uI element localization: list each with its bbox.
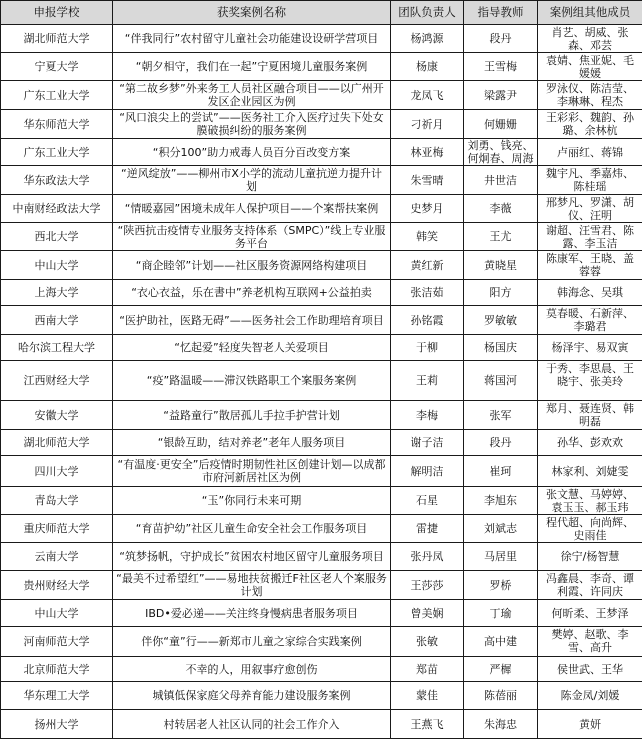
- cell-school: 宁夏大学: [1, 53, 113, 81]
- cell-case-name: “商企睦邻”计划——社区服务资源网络构建项目: [113, 251, 391, 280]
- cell-advisor: 阳方: [464, 280, 538, 306]
- cell-school: 四川大学: [1, 456, 113, 487]
- cell-leader: 王燕飞: [391, 710, 464, 739]
- cell-advisor: 井世洁: [464, 166, 538, 195]
- cell-case-name: “衣心衣益，乐在書中”养老机构互联网+公益拍卖: [113, 280, 391, 306]
- cell-leader: 孙铭霞: [391, 306, 464, 335]
- table-row: [1, 600, 642, 627]
- cell-leader: 张敏: [391, 627, 464, 657]
- cell-school: 云南大学: [1, 543, 113, 571]
- cell-advisor: 罗敏敏: [464, 306, 538, 335]
- cell-case-name: “逆风绽放”——柳州市X小学的流动儿童抗逆力提升计划: [113, 166, 391, 195]
- cell-school: 湖北师范大学: [1, 25, 113, 53]
- table-row: [1, 682, 642, 710]
- cell-school: 中山大学: [1, 600, 113, 627]
- table-row: [1, 139, 642, 166]
- cell-school: 北京师范大学: [1, 657, 113, 682]
- table-row: [1, 25, 642, 53]
- cell-case-name: 伴你“童”行——新郑市儿童之家综合实践案例: [113, 627, 391, 657]
- cell-case-name: “玉”你同行未来可期: [113, 487, 391, 515]
- cell-case-name: “伴我同行”农村留守儿童社会功能建设设研学营项目: [113, 25, 391, 53]
- cell-members: 何昕柔、王梦泽: [538, 600, 642, 627]
- cell-leader: 于柳: [391, 335, 464, 361]
- cell-case-name: “育苗护幼”社区儿童生命安全社会工作服务项目: [113, 515, 391, 543]
- table-row: [1, 166, 642, 195]
- cell-case-name: 城镇低保家庭父母养育能力建设服务案例: [113, 682, 391, 710]
- cell-advisor: 严樨: [464, 657, 538, 682]
- cell-case-name: “情暖嘉园”困境未成年人保护项目——个案帮扶案例: [113, 195, 391, 223]
- cell-school: 安徽大学: [1, 401, 113, 430]
- cell-case-name: “筑梦扬帆，守护成长”贫困农村地区留守儿童服务项目: [113, 543, 391, 571]
- cell-case-name: “银龄互助，结对养老”老年人服务项目: [113, 430, 391, 456]
- cell-leader: 刁祈月: [391, 110, 464, 139]
- table-row: [1, 515, 642, 543]
- table-body: [1, 25, 642, 739]
- table-row: [1, 456, 642, 487]
- cell-advisor: 王雪梅: [464, 53, 538, 81]
- cell-case-name: “医护助社，医路无碍”——医务社会工作助理培育项目: [113, 306, 391, 335]
- cell-members: 张文慧、马婷婷、袁玉玉、郝玉玮: [538, 487, 642, 515]
- table-row: [1, 401, 642, 430]
- cell-school: 湖北师范大学: [1, 430, 113, 456]
- cell-leader: 王莎莎: [391, 571, 464, 600]
- table-row: [1, 335, 642, 361]
- cell-advisor: 罗桥: [464, 571, 538, 600]
- cell-case-name: “陕西抗击疫情专业服务支持体系（SMPC）”线上专业服务平台: [113, 223, 391, 251]
- table-row: [1, 361, 642, 401]
- cell-members: 黄妍: [538, 710, 642, 739]
- cell-advisor: 段丹: [464, 430, 538, 456]
- cell-leader: 王莉: [391, 361, 464, 401]
- cell-school: 中南财经政法大学: [1, 195, 113, 223]
- cell-school: 重庆师范大学: [1, 515, 113, 543]
- cell-leader: 李梅: [391, 401, 464, 430]
- cell-members: 袁婧、焦亚妮、毛媛媛: [538, 53, 642, 81]
- cell-members: 孙华、彭欢欢: [538, 430, 642, 456]
- cell-advisor: 何姗姗: [464, 110, 538, 139]
- table-row: [1, 110, 642, 139]
- cell-members: 冯鑫晨、李奇、谭利霞、许同庆: [538, 571, 642, 600]
- header-advisor: 指导教师: [464, 1, 538, 25]
- cell-school: 中山大学: [1, 251, 113, 280]
- table-row: [1, 53, 642, 81]
- table-row: [1, 223, 642, 251]
- cell-members: 陈金凤/刘媛: [538, 682, 642, 710]
- cell-advisor: 刘勇、钱亮、何炯春、周海: [464, 139, 538, 166]
- cell-advisor: 陈蓓丽: [464, 682, 538, 710]
- cell-school: 哈尔滨工程大学: [1, 335, 113, 361]
- cell-members: 肖艺、胡威、张森、邓芸: [538, 25, 642, 53]
- table-row: [1, 430, 642, 456]
- cell-case-name: 村转居老人社区认同的社会工作介入: [113, 710, 391, 739]
- cell-school: 华东师范大学: [1, 110, 113, 139]
- cell-leader: 杨康: [391, 53, 464, 81]
- cell-leader: 韩笑: [391, 223, 464, 251]
- cell-members: 韩海念、吴琪: [538, 280, 642, 306]
- cell-advisor: 梁露尹: [464, 81, 538, 110]
- cell-advisor: 张军: [464, 401, 538, 430]
- cell-leader: 黄红新: [391, 251, 464, 280]
- cell-leader: 解明洁: [391, 456, 464, 487]
- header-case-name: 获奖案例名称: [113, 1, 391, 25]
- cell-leader: 蒙佳: [391, 682, 464, 710]
- cell-members: 罗泳仪、陈洁莹、李琳琳、程杰: [538, 81, 642, 110]
- cell-case-name: “积分100”助力戒毒人员百分百改变方案: [113, 139, 391, 166]
- table-row: [1, 487, 642, 515]
- cell-advisor: 高中建: [464, 627, 538, 657]
- cell-advisor: 黄晓星: [464, 251, 538, 280]
- cell-case-name: “第二故乡梦”外来务工人员社区融合项目——以广州开发区企业园区为例: [113, 81, 391, 110]
- cell-school: 西南大学: [1, 306, 113, 335]
- cell-advisor: 蒋国河: [464, 361, 538, 401]
- cell-advisor: 王尤: [464, 223, 538, 251]
- table-row: [1, 627, 642, 657]
- cell-leader: 谢子洁: [391, 430, 464, 456]
- cell-members: 魏宇凡、季嘉炜、陈桂瑶: [538, 166, 642, 195]
- table-row: [1, 81, 642, 110]
- cell-advisor: 丁瑜: [464, 600, 538, 627]
- table-row: [1, 306, 642, 335]
- cell-advisor: 段丹: [464, 25, 538, 53]
- cell-members: 侯世武、王华: [538, 657, 642, 682]
- cell-school: 河南师范大学: [1, 627, 113, 657]
- cell-school: 贵州财经大学: [1, 571, 113, 600]
- table-row: [1, 280, 642, 306]
- cell-school: 广东工业大学: [1, 139, 113, 166]
- cell-members: 徐宁/杨智慧: [538, 543, 642, 571]
- cell-leader: 龙凤飞: [391, 81, 464, 110]
- table-row: [1, 657, 642, 682]
- cell-leader: 郑苗: [391, 657, 464, 682]
- cell-case-name: IBD•爱必递——关注终身慢病患者服务项目: [113, 600, 391, 627]
- cell-members: 郑月、聂连贤、韩明磊: [538, 401, 642, 430]
- cell-case-name: “风口浪尖上的尝试”——医务社工介入医疗过失下处女膜破损纠纷的服务案例: [113, 110, 391, 139]
- cell-leader: 雷捷: [391, 515, 464, 543]
- table-row: [1, 543, 642, 571]
- cell-school: 华东理工大学: [1, 682, 113, 710]
- table-row: [1, 251, 642, 280]
- cell-members: 邢梦凡、罗潇、胡仪、汪明: [538, 195, 642, 223]
- cell-school: 西北大学: [1, 223, 113, 251]
- cell-advisor: 李旭东: [464, 487, 538, 515]
- cell-advisor: 刘斌志: [464, 515, 538, 543]
- cell-school: 华东政法大学: [1, 166, 113, 195]
- cell-leader: 石星: [391, 487, 464, 515]
- cell-leader: 曾美娴: [391, 600, 464, 627]
- cell-members: 樊婷、赵歌、李雪、高升: [538, 627, 642, 657]
- cell-case-name: “有温度·更安全”后疫情时期韧性社区创建计划—以成都市府河新居社区为例: [113, 456, 391, 487]
- cell-members: 于秀、李思晨、王晓宇、张美玲: [538, 361, 642, 401]
- cell-members: 陈康军、王晓、盖蓉蓉: [538, 251, 642, 280]
- cell-case-name: “朝夕相守，我们在一起”宁夏困境儿童服务案例: [113, 53, 391, 81]
- header-members: 案例组其他成员: [538, 1, 642, 25]
- cell-members: 杨泽宇、易双寅: [538, 335, 642, 361]
- cell-leader: 杨鸿源: [391, 25, 464, 53]
- cell-school: 广东工业大学: [1, 81, 113, 110]
- cell-case-name: “疫”路温暖——滞汉铁路职工个案服务案例: [113, 361, 391, 401]
- table-row: [1, 710, 642, 739]
- cell-school: 上海大学: [1, 280, 113, 306]
- cell-advisor: 杨国庆: [464, 335, 538, 361]
- cell-school: 江西财经大学: [1, 361, 113, 401]
- cell-advisor: 马居里: [464, 543, 538, 571]
- cell-case-name: “益路童行”散居孤儿手拉手护营计划: [113, 401, 391, 430]
- cell-advisor: 崔珂: [464, 456, 538, 487]
- cell-school: 扬州大学: [1, 710, 113, 739]
- cell-leader: 张洁茹: [391, 280, 464, 306]
- cell-members: 卢丽红、蒋锦: [538, 139, 642, 166]
- table-header-row: [1, 1, 642, 25]
- cell-leader: 朱雪晴: [391, 166, 464, 195]
- cell-case-name: “最美不过希望红”——易地扶贫搬迁F社区老人个案服务计划: [113, 571, 391, 600]
- cell-leader: 史梦月: [391, 195, 464, 223]
- cell-members: 莫春暖、石新萍、李璐君: [538, 306, 642, 335]
- table-row: [1, 571, 642, 600]
- cell-leader: 张丹凤: [391, 543, 464, 571]
- cell-advisor: 李薇: [464, 195, 538, 223]
- cell-members: 谢超、汪雪君、陈露、李玉洁: [538, 223, 642, 251]
- cell-case-name: “忆起爱”轻度失智老人关爱项目: [113, 335, 391, 361]
- cell-members: 林家利、刘婕雯: [538, 456, 642, 487]
- cell-members: 王彩彩、魏韵、孙璐、余林杭: [538, 110, 642, 139]
- cell-leader: 林亚梅: [391, 139, 464, 166]
- header-school: 申报学校: [1, 1, 113, 25]
- cell-members: 程代超、向尚辉、史雨佳: [538, 515, 642, 543]
- header-leader: 团队负责人: [391, 1, 464, 25]
- cell-school: 青岛大学: [1, 487, 113, 515]
- cell-case-name: 不幸的人，用叙事疗愈创伤: [113, 657, 391, 682]
- table-row: [1, 195, 642, 223]
- cell-advisor: 朱海忠: [464, 710, 538, 739]
